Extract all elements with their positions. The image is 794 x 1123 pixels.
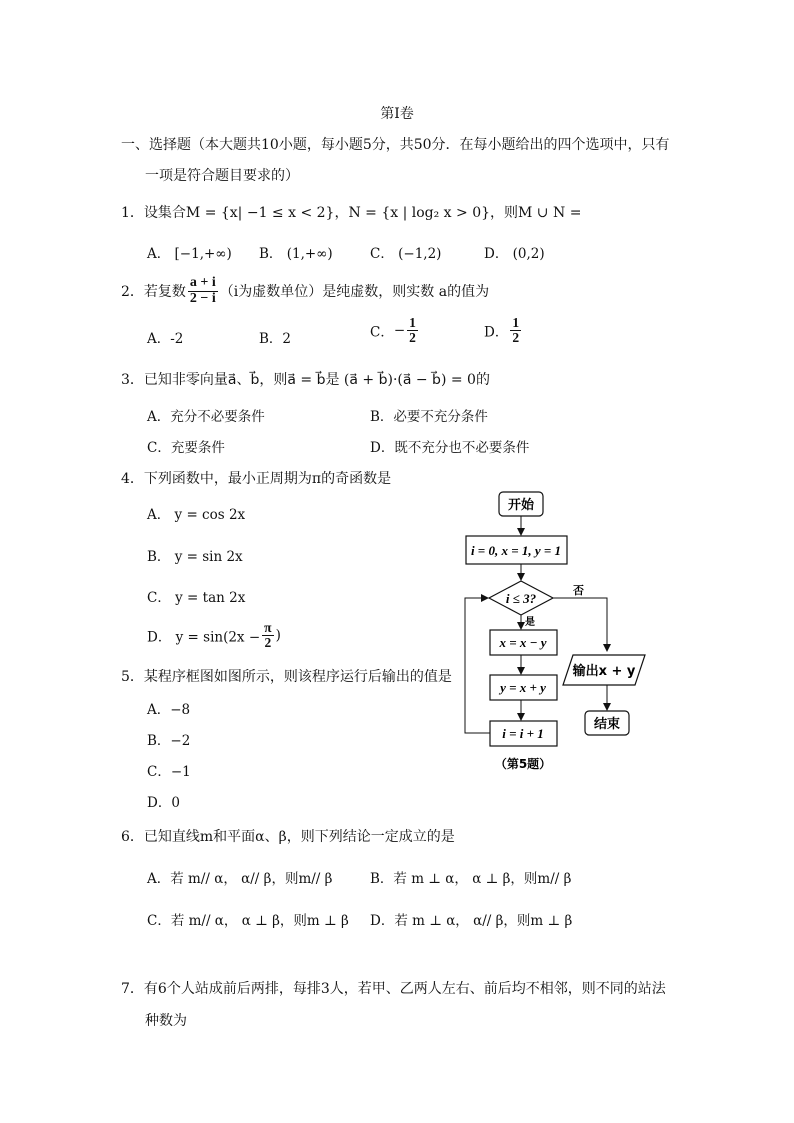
q2-option-b: B．2 [259, 331, 292, 347]
q1-option-c: C． (−1,2) [370, 246, 442, 262]
q3-option-d: D．既不充分也不必要条件 [370, 440, 530, 456]
q2-stem-prefix: 2．若复数 [121, 284, 186, 301]
q2-option-a: A．-2 [147, 331, 184, 347]
q3-stem: 3．已知非零向量a⃗、b⃗，则a⃗ = b⃗是 (a⃗ + b⃗)·(a⃗ − b⃗) = 0的 [121, 372, 490, 388]
flow-output-label: 输出x + y [572, 664, 636, 679]
flow-no-label: 否 [573, 584, 584, 597]
q4-option-d-den: 2 [264, 635, 272, 651]
flow-yes-label: 是 [525, 617, 535, 628]
flowchart [455, 485, 665, 780]
q1-option-b: B． (1,+∞) [259, 246, 333, 262]
q5-option-a: A．−8 [147, 702, 191, 718]
q6-stem: 6．已知直线m和平面α、β，则下列结论一定成立的是 [121, 829, 455, 845]
flow-step2-label: y = x + y [500, 680, 546, 695]
flow-step1-label: x = x − y [499, 635, 547, 650]
q2-fraction [188, 276, 218, 306]
q5-stem: 5．某程序框图如图所示，则该程序运行后输出的值是 [121, 669, 452, 685]
flow-caption: （第5题） [494, 757, 552, 771]
q4-option-d-suffix: ) [275, 627, 281, 644]
q4-option-b: B． y = sin 2x [147, 549, 243, 565]
flow-condition-label: i ≤ 3? [505, 591, 537, 606]
q2-stem-suffix: （i为虚数单位）是纯虚数，则实数 a的值为 [219, 284, 490, 301]
q2-frac-denominator: 2 − i [189, 290, 216, 306]
q3-option-b: B．必要不充分条件 [370, 409, 488, 425]
q4-option-d-prefix: D． y = sin(2x − [147, 629, 261, 646]
q7-line2: 种数为 [145, 1013, 187, 1029]
q4-option-d-num: π [264, 620, 272, 635]
q6-option-b: B．若 m ⊥ α， α ⊥ β，则m// β [370, 871, 572, 887]
q4-option-d-fraction [262, 621, 273, 650]
flow-step3-label: i = i + 1 [502, 726, 544, 741]
q2-option-c-sign: − [393, 322, 406, 339]
section-heading-line2: 一项是符合题目要求的） [145, 168, 299, 184]
q6-option-d: D．若 m ⊥ α， α// β，则m ⊥ β [370, 913, 573, 929]
flow-init-label: i = 0, x = 1, y = 1 [470, 543, 562, 558]
q2-option-d-fraction [510, 316, 521, 345]
q2-option-c-num: 1 [409, 315, 416, 330]
q4-stem: 4．下列函数中，最小正周期为π的奇函数是 [121, 471, 392, 487]
q5-option-c: C．−1 [147, 764, 191, 780]
q4-option-c: C． y = tan 2x [147, 590, 246, 606]
q2-option-d-label: D． [484, 324, 509, 341]
q6-option-a: A．若 m// α， α// β，则m// β [147, 871, 333, 887]
section-heading-line1: 一、选择题（本大题共10小题，每小题5分，共50分．在每小题给出的四个选项中，只有 [121, 137, 670, 153]
q4-option-a: A． y = cos 2x [147, 507, 246, 523]
q1-stem: 1．设集合M = {x| −1 ≤ x < 2}，N = {x | log₂ x > 0}，则M ∪ N = [121, 205, 582, 221]
q2-option-c-label: C． [370, 324, 394, 341]
q2-option-d-num: 1 [512, 315, 520, 330]
flow-arrow-loop [465, 598, 490, 733]
q2-option-c [370, 316, 420, 345]
flow-start-label: 开始 [507, 498, 535, 513]
q1-option-d: D． (0,2) [484, 246, 545, 262]
q3-option-c: C．充要条件 [147, 440, 225, 456]
q2-option-c-den: 2 [409, 330, 416, 346]
q2-option-c-fraction [407, 316, 418, 345]
q5-option-b: B．−2 [147, 733, 191, 749]
q2-frac-numerator: a + i [189, 275, 216, 290]
q2-option-d [484, 316, 523, 345]
flow-end-label: 结束 [593, 717, 621, 732]
q6-option-c: C．若 m// α， α ⊥ β，则m ⊥ β [147, 913, 349, 929]
q4-option-d [147, 621, 281, 650]
q2-stem [121, 276, 489, 306]
q1-option-a: A． [−1,+∞) [147, 246, 232, 262]
q7-line1: 7．有6个人站成前后两排，每排3人，若甲、乙两人左右、前后均不相邻，则不同的站法 [121, 981, 666, 997]
q2-option-d-den: 2 [512, 330, 520, 346]
q5-option-d: D．0 [147, 795, 180, 811]
page-title: 第Ⅰ卷 [380, 106, 414, 122]
flow-arrow-no [553, 598, 607, 651]
q3-option-a: A．充分不必要条件 [147, 409, 265, 425]
